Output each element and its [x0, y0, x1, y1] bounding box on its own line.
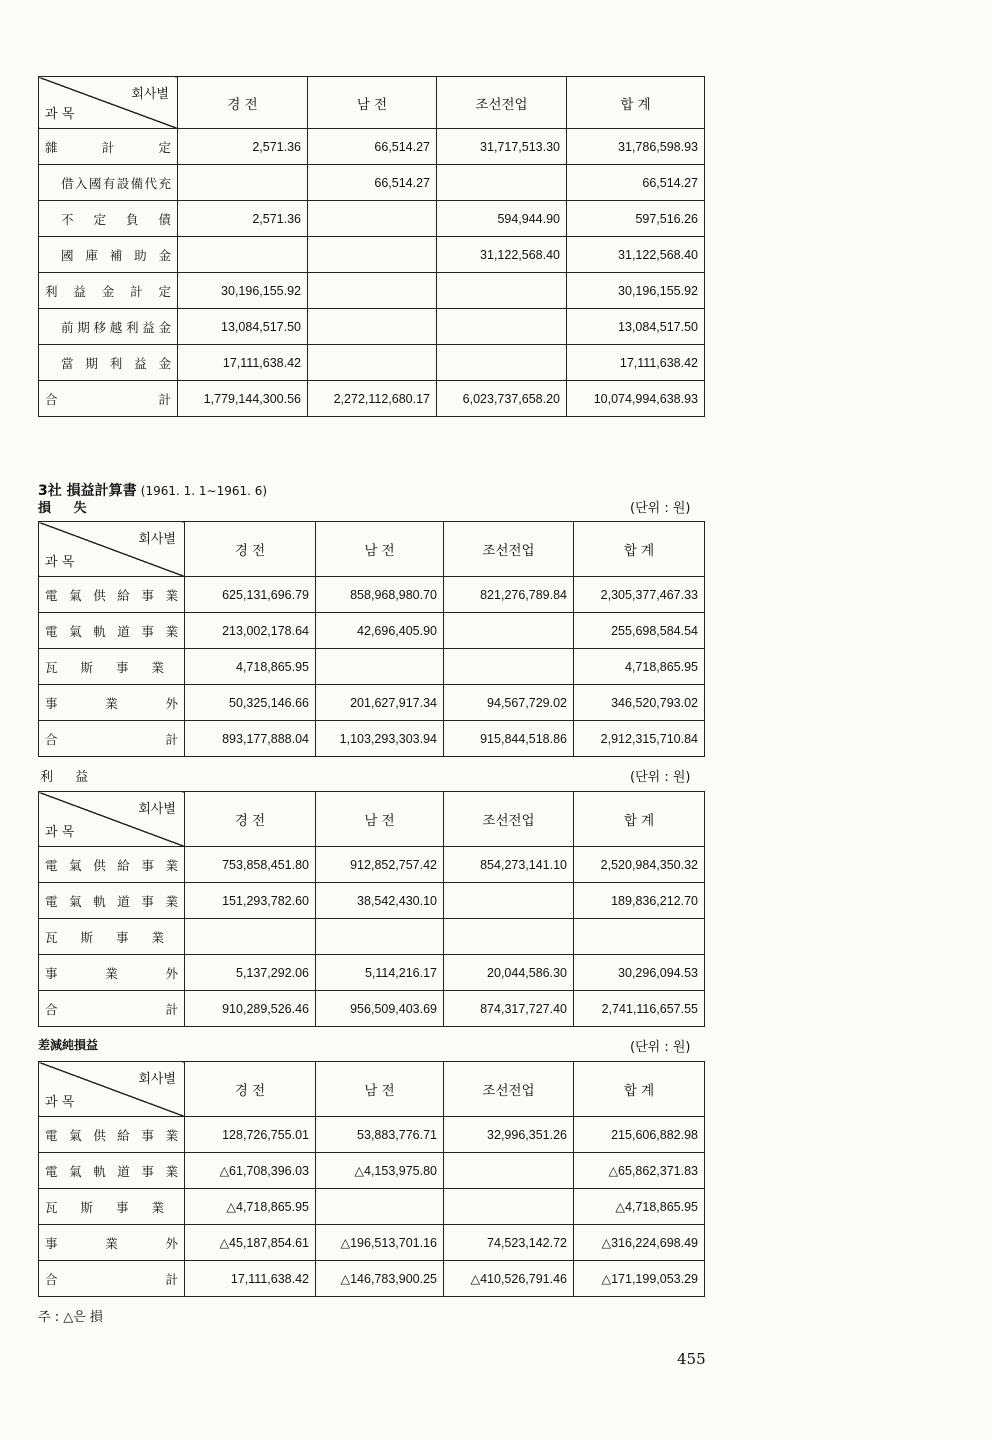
row-label: 事 業 外: [39, 685, 185, 721]
col-header-joseon: 조선전업: [444, 792, 574, 847]
col-header-namjeon: 남 전: [316, 792, 444, 847]
cell: [444, 613, 574, 649]
cell: 10,074,994,638.93: [567, 381, 705, 417]
table-header-row: [39, 792, 705, 847]
table-row: [39, 883, 705, 919]
row-label: 電 氣 供 給 事 業: [39, 847, 185, 883]
cell: 151,293,782.60: [185, 883, 316, 919]
cell: 594,944.90: [437, 201, 567, 237]
cell: 2,520,984,350.32: [574, 847, 705, 883]
cell: 6,023,737,658.20: [437, 381, 567, 417]
cell: 1,779,144,300.56: [178, 381, 308, 417]
net-unit-label: (단위 : 원): [630, 1040, 691, 1055]
section-period: (1961. 1. 1∼1961. 6): [140, 484, 268, 498]
row-label: 瓦 斯 事 業: [39, 649, 185, 685]
table-header-row: [39, 1062, 705, 1117]
col-header-namjeon: 남 전: [316, 522, 444, 577]
row-label: 雜 計 定: [39, 129, 178, 165]
cell: 4,718,865.95: [574, 649, 705, 685]
row-label: 合 計: [39, 1261, 185, 1297]
cell: 53,883,776.71: [316, 1117, 444, 1153]
total-row: [39, 721, 705, 757]
cell: 5,114,216.17: [316, 955, 444, 991]
col-header-total: 합 계: [574, 522, 705, 577]
row-label: 不 定 負 債: [39, 201, 178, 237]
cell: 17,111,638.42: [567, 345, 705, 381]
cell: 1,103,293,303.94: [316, 721, 444, 757]
cell: 30,196,155.92: [567, 273, 705, 309]
table-row: [39, 129, 705, 165]
cell: [437, 345, 567, 381]
table-row: [39, 1189, 705, 1225]
header-subject-label: 과 목: [45, 107, 75, 122]
cell: 66,514.27: [567, 165, 705, 201]
cell: 910,289,526.46: [185, 991, 316, 1027]
cell: 31,717,513.30: [437, 129, 567, 165]
row-label: 瓦 斯 事 業: [39, 919, 185, 955]
cell: 66,514.27: [308, 129, 437, 165]
row-label: 前期移越利益金: [39, 309, 178, 345]
cell: 66,514.27: [308, 165, 437, 201]
cell: 874,317,727.40: [444, 991, 574, 1027]
table-row: [39, 1153, 705, 1189]
cell: [316, 1189, 444, 1225]
cell: △316,224,698.49: [574, 1225, 705, 1261]
header-subject-label: 과 목: [45, 1095, 75, 1110]
cell: [308, 237, 437, 273]
header-company-label: 회사별: [131, 87, 169, 102]
cell: 2,571.36: [178, 129, 308, 165]
table-row: [39, 201, 705, 237]
table-row: [39, 273, 705, 309]
cell: △410,526,791.46: [444, 1261, 574, 1297]
cell: △146,783,900.25: [316, 1261, 444, 1297]
cell: 30,196,155.92: [178, 273, 308, 309]
cell: 31,122,568.40: [567, 237, 705, 273]
cell: [185, 919, 316, 955]
cell: [444, 883, 574, 919]
cell: 17,111,638.42: [185, 1261, 316, 1297]
net-table: [38, 1061, 705, 1297]
cell: [308, 201, 437, 237]
table-row: [39, 919, 705, 955]
col-header-total: 합 계: [574, 792, 705, 847]
row-label: 合 計: [39, 721, 185, 757]
cell: 854,273,141.10: [444, 847, 574, 883]
loss-unit-label: (단위 : 원): [630, 501, 691, 516]
row-label: 利 益 金 計 定: [39, 273, 178, 309]
cell: [444, 1189, 574, 1225]
cell: 255,698,584.54: [574, 613, 705, 649]
col-header-joseon: 조선전업: [444, 1062, 574, 1117]
header-company-label: 회사별: [138, 802, 176, 817]
row-label: 電 氣 軌 道 事 業: [39, 613, 185, 649]
cell: 912,852,757.42: [316, 847, 444, 883]
header-diagonal-cell: [39, 1062, 185, 1117]
cell: 2,272,112,680.17: [308, 381, 437, 417]
table-row: [39, 577, 705, 613]
table-row: [39, 1117, 705, 1153]
cell: 42,696,405.90: [316, 613, 444, 649]
cell: 13,084,517.50: [567, 309, 705, 345]
header-diagonal-cell: [39, 792, 185, 847]
row-label: 國 庫 補 助 金: [39, 237, 178, 273]
cell: [437, 165, 567, 201]
cell: △65,862,371.83: [574, 1153, 705, 1189]
row-label: 當 期 利 益 金: [39, 345, 178, 381]
cell: 38,542,430.10: [316, 883, 444, 919]
row-label: 合 計: [39, 991, 185, 1027]
cell: 753,858,451.80: [185, 847, 316, 883]
cell: [437, 273, 567, 309]
cell: 32,996,351.26: [444, 1117, 574, 1153]
cell: 858,968,980.70: [316, 577, 444, 613]
cell: 5,137,292.06: [185, 955, 316, 991]
cell: [308, 345, 437, 381]
cell: [308, 309, 437, 345]
cell: 821,276,789.84: [444, 577, 574, 613]
table-row: [39, 345, 705, 381]
cell: 30,296,094.53: [574, 955, 705, 991]
table-row: [39, 237, 705, 273]
col-header-namjeon: 남 전: [308, 77, 437, 129]
cell: [444, 919, 574, 955]
cell: 50,325,146.66: [185, 685, 316, 721]
cell: [437, 309, 567, 345]
row-label: 電 氣 軌 道 事 業: [39, 1153, 185, 1189]
table-row: [39, 649, 705, 685]
cell: 2,912,315,710.84: [574, 721, 705, 757]
cell: [316, 919, 444, 955]
col-header-gyeongjeon: 경 전: [178, 77, 308, 129]
cell: [444, 649, 574, 685]
col-header-gyeongjeon: 경 전: [185, 522, 316, 577]
balance-table: [38, 76, 705, 417]
cell: 4,718,865.95: [185, 649, 316, 685]
col-header-joseon: 조선전업: [437, 77, 567, 129]
cell: 893,177,888.04: [185, 721, 316, 757]
total-row: [39, 1261, 705, 1297]
cell: 128,726,755.01: [185, 1117, 316, 1153]
row-label: 事 業 外: [39, 1225, 185, 1261]
cell: [316, 649, 444, 685]
cell: 625,131,696.79: [185, 577, 316, 613]
cell: △45,187,854.61: [185, 1225, 316, 1261]
table-row: [39, 165, 705, 201]
table-row: [39, 309, 705, 345]
cell: △4,153,975.80: [316, 1153, 444, 1189]
row-label: 合 計: [39, 381, 178, 417]
table-header-row: [39, 522, 705, 577]
cell: [308, 273, 437, 309]
cell: 2,305,377,467.33: [574, 577, 705, 613]
cell: 597,516.26: [567, 201, 705, 237]
cell: 2,571.36: [178, 201, 308, 237]
cell: 346,520,793.02: [574, 685, 705, 721]
cell: △171,199,053.29: [574, 1261, 705, 1297]
col-header-joseon: 조선전업: [444, 522, 574, 577]
cell: △4,718,865.95: [574, 1189, 705, 1225]
cell: [574, 919, 705, 955]
cell: 94,567,729.02: [444, 685, 574, 721]
row-label: 借入國有設備代充: [39, 165, 178, 201]
col-header-gyeongjeon: 경 전: [185, 1062, 316, 1117]
cell: [444, 1153, 574, 1189]
net-caption: 差減純損益: [38, 1038, 99, 1052]
cell: △4,718,865.95: [185, 1189, 316, 1225]
cell: 31,122,568.40: [437, 237, 567, 273]
header-diagonal-cell: [39, 77, 178, 129]
cell: 215,606,882.98: [574, 1117, 705, 1153]
cell: 915,844,518.86: [444, 721, 574, 757]
row-label: 電 氣 供 給 事 業: [39, 577, 185, 613]
row-label: 電 氣 供 給 事 業: [39, 1117, 185, 1153]
header-diagonal-cell: [39, 522, 185, 577]
page-number: 455: [677, 1350, 706, 1368]
cell: △196,513,701.16: [316, 1225, 444, 1261]
table-header-row: [39, 77, 705, 129]
footnote: 주 : △은 損: [38, 1310, 103, 1325]
col-header-total: 합 계: [567, 77, 705, 129]
table-row: [39, 847, 705, 883]
table-row: [39, 955, 705, 991]
row-label: 瓦 斯 事 業: [39, 1189, 185, 1225]
cell: [178, 237, 308, 273]
profit-table: [38, 791, 705, 1027]
col-header-gyeongjeon: 경 전: [185, 792, 316, 847]
cell: 2,741,116,657.55: [574, 991, 705, 1027]
cell: 31,786,598.93: [567, 129, 705, 165]
header-subject-label: 과 목: [45, 555, 75, 570]
col-header-total: 합 계: [574, 1062, 705, 1117]
cell: 201,627,917.34: [316, 685, 444, 721]
profit-caption: 利 益: [40, 770, 89, 785]
cell: [178, 165, 308, 201]
loss-caption: 損 失: [38, 501, 87, 516]
row-label: 事 業 外: [39, 955, 185, 991]
cell: 13,084,517.50: [178, 309, 308, 345]
cell: 956,509,403.69: [316, 991, 444, 1027]
col-header-namjeon: 남 전: [316, 1062, 444, 1117]
cell: 213,002,178.64: [185, 613, 316, 649]
loss-table: [38, 521, 705, 757]
cell: 189,836,212.70: [574, 883, 705, 919]
section-title-text: 3社 損益計算書: [38, 483, 137, 499]
cell: 17,111,638.42: [178, 345, 308, 381]
cell: 74,523,142.72: [444, 1225, 574, 1261]
header-company-label: 회사별: [138, 1072, 176, 1087]
total-row: [39, 991, 705, 1027]
cell: 20,044,586.30: [444, 955, 574, 991]
row-label: 電 氣 軌 道 事 業: [39, 883, 185, 919]
table-row: [39, 613, 705, 649]
header-company-label: 회사별: [138, 532, 176, 547]
table-row: [39, 1225, 705, 1261]
profit-unit-label: (단위 : 원): [630, 770, 691, 785]
table-row: [39, 685, 705, 721]
total-row: [39, 381, 705, 417]
header-subject-label: 과 목: [45, 825, 75, 840]
cell: △61,708,396.03: [185, 1153, 316, 1189]
